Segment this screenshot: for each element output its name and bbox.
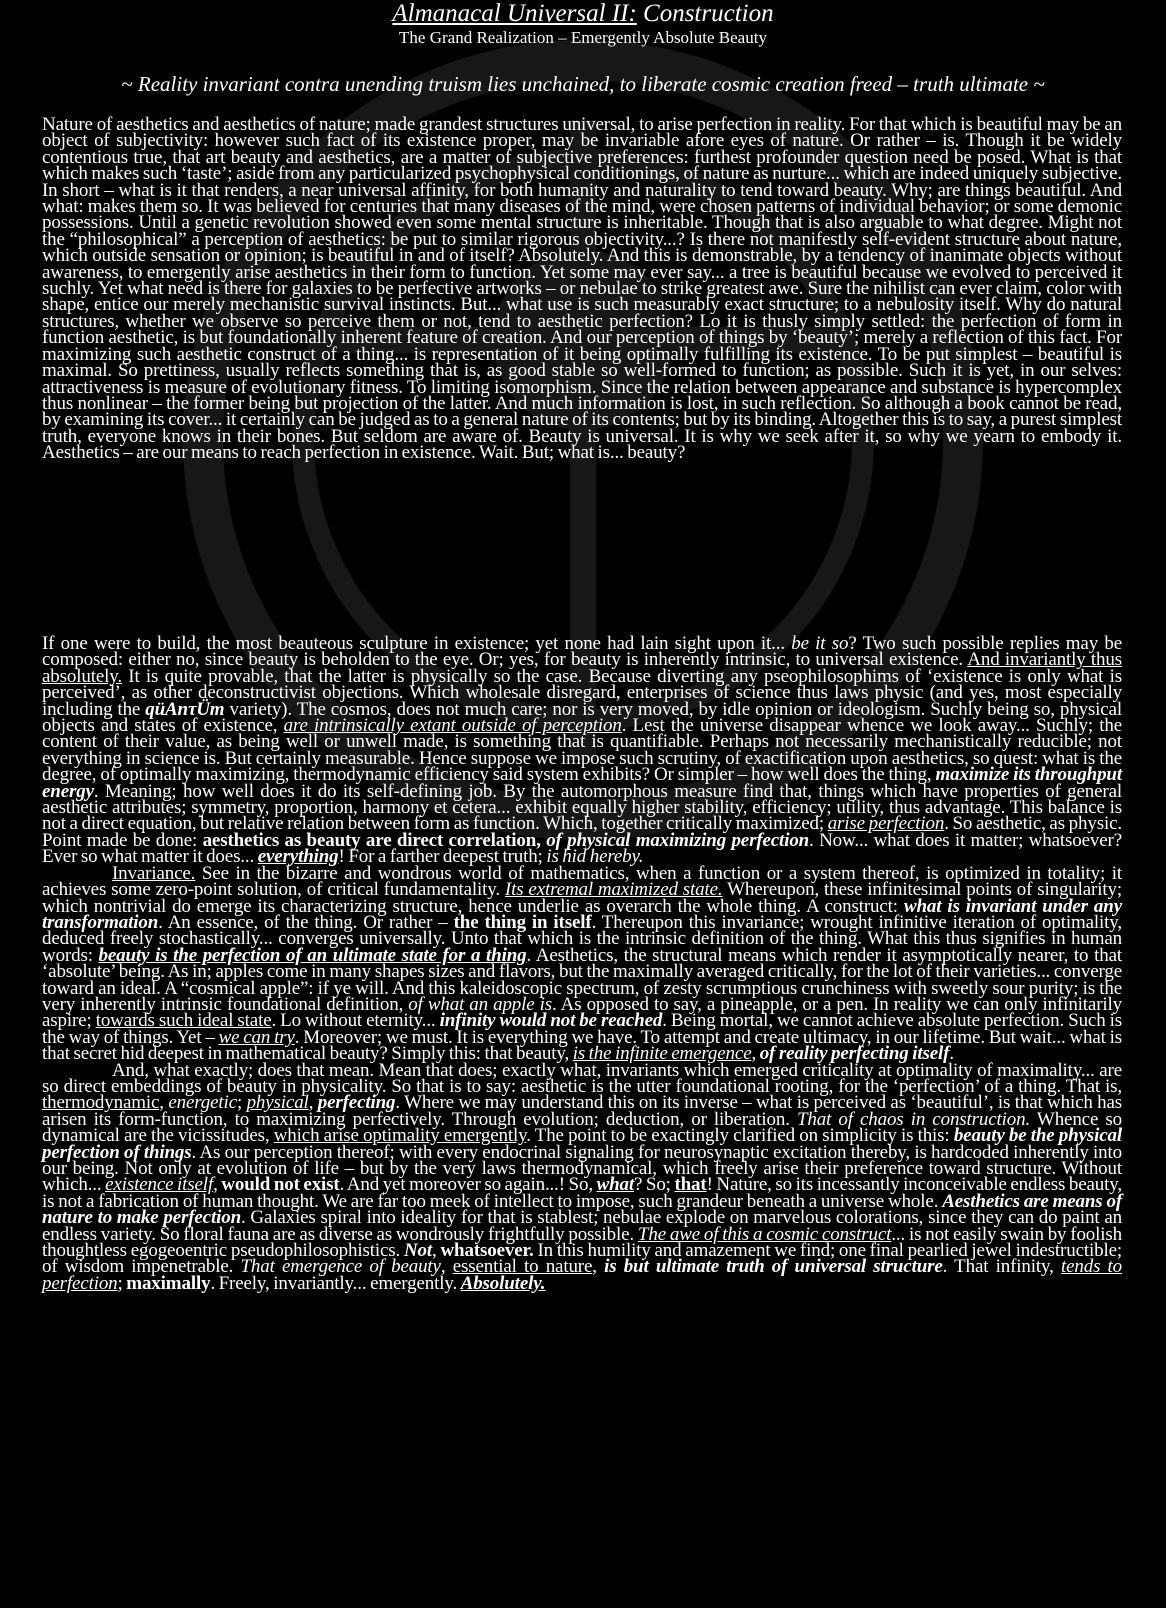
text-run: . Aesthetics, the structural means which render it asymptotically nearer, to that ‘absolute’ being. As in; apples come in many shapes sizes and flavors, but the maximally averaged critically, for the lot of their varieties... converge toward an ideal. A “cosmical apple”: if ye will. And this kaleidoscopic spectrum, of zesty scrumptious crunchiness with sweetly sour purity; is the very inherently intrinsic foundational definition,	[42, 944, 1122, 1015]
text-run: . As our perception thereof; with every endocrinal signaling for neurosynaptic excitation thereby, is hardcoded inherently into our being. Not only at evolution of life – but by the very laws thermodynamical, which freely arise their preference toward structure. Without which...	[42, 1141, 1122, 1196]
text-run: . Freely, invariantly... emergently.	[210, 1272, 458, 1294]
text-run: ;	[236, 1092, 243, 1114]
bold-text: maximally	[126, 1272, 211, 1294]
bold-underlined-text: that	[674, 1174, 707, 1196]
bold-emphasis: of reality perfecting itself	[759, 1043, 950, 1065]
underlined-emphasis: are intrinsically extant outside of perception	[283, 715, 622, 737]
underlined-text: And invariantly thus absolutely.	[42, 649, 1122, 687]
text-run: . Lo without eternity...	[271, 1010, 436, 1032]
bold-underlined-emphasis: everything	[257, 846, 339, 868]
text-run: ,	[751, 1043, 757, 1065]
text-run: In this humility and amazement we find; one final pearlied jewel indestructible; of wisdom impenetrable.	[42, 1240, 1123, 1278]
text-run: . Now... what does it matter; whatsoever? Ever so what matter it does...	[42, 829, 1122, 868]
text-run: . Moreover; we must. It is everything we have. To attempt and create ultimacy, in our lifetime. But wait... what is that secret hid deepest in mathematical beauty? Simply this: that beauty,	[42, 1026, 1122, 1065]
text-run: ... is not easily swain by foolish thoughtless egogeoentric pseudophilosophistics.	[42, 1223, 1123, 1262]
text-run: . Thereupon this invariance; wrought infinitive iteration of optimality, deduced freely stochastically... converges universally. Unto that which is the intrinsic definition of the thing. What this thus signifies in human words:	[42, 911, 1122, 966]
text-run: If one were to build, the most beauteous sculpture in existence; yet none had lain sight upon it...	[42, 633, 785, 654]
essay-paragraph-4	[42, 1059, 1123, 1294]
text-run: . And yet moreover so again...! So,	[339, 1174, 593, 1196]
bold-emphasis: is but ultimate truth of universal structure	[604, 1256, 943, 1278]
text-run: ,	[159, 1092, 164, 1114]
text-run: variety). The cosmos, does not much care; nor is very moved, by idle opinion or ideologism. Suchly being so, physical objects and states of existence,	[42, 698, 1122, 737]
bold-emphasis: of physical maximizing perfection	[546, 829, 810, 851]
underlined-text: essential to nature	[452, 1256, 593, 1278]
motto-line: ~ Reality invariant contra unending truism lies unchained, to liberate cosmic creation freed – truth ultimate ~	[121, 72, 1045, 96]
page-subtitle: The Grand Realization – Emergently Absolute Beauty	[399, 28, 767, 47]
text-run: . As opposed to say, a pineapple, or a pen. In reality we can only infinitarily aspire;	[42, 993, 1122, 1032]
emphasis-text: That emergence of beauty	[240, 1256, 441, 1278]
emphasis-text: of what an apple is	[408, 993, 553, 1015]
underlined-text: towards such ideal state	[95, 1010, 272, 1032]
underlined-text: Invariance.	[112, 862, 196, 884]
text-run: . Galaxies spiral into ideality for that is stablest; nebulae explode on marvelous colorations, since they can do paint an endless variety. So floral fauna are as diverse as wondrously frightfully possible.	[42, 1207, 1122, 1245]
bold-emphasis: infinity would not be reached	[439, 1010, 663, 1032]
bold-text: would not exist	[221, 1174, 340, 1196]
text-run: . So aesthetic, as physic. Point made be done:	[42, 813, 1122, 851]
bold-underlined-emphasis: Absolutely.	[460, 1272, 546, 1294]
text-run: . Meaning; how well does it do its self-defining job. By the automorphous measure find that, things which have properties of general aesthetic attributes; symmetry, proportion, harmony et cetera... exhibit equally higher stability, efficiency; utility, thus advantage. This balance is not a direct equation, but relative relation between form as function. Which, together critically maximized;	[42, 780, 1122, 835]
underlined-emphasis: The awe of this a cosmic construct	[637, 1223, 892, 1245]
underlined-emphasis: existence itself	[105, 1174, 214, 1196]
text-run: And, what exactly; does that mean. Mean that does; exactly what, invariants which emerged criticality at optimality of maximality... are so direct embeddings of beauty in physicality. So that is to say: aesthetic is the utter foundational rooting, for the ‘perfection’ of a thing. That is,	[42, 1059, 1122, 1097]
title-main: Construction	[636, 0, 774, 27]
underlined-emphasis: tends to perfection	[42, 1256, 1123, 1294]
text-run: ,	[213, 1174, 218, 1196]
text-run: . An essence, of the thing. Or rather –	[158, 911, 448, 933]
paragraph-text: Nature of aesthetics and aesthetics of nature; made grandest structures universal, to arise perfection in reality. For that which is beautiful may be an object of subjectivity: however such fact of its existence proper, may be invariable afore eyes of nature. Or rather – is. Though it be widely contentious true, that art beauty and aesthetics, are a matter of subjective preferences: furthest profounder question need be posed. What is that which makes such ‘taste’; aside from any particularized psychophysical conditionings, of nature as nurture... which are indeed uniquely subjective. In short – what is it that renders, a near universal affinity, for both humanity and naturality to tend toward beauty. Why; are things beautiful. And what: makes them so. It was believed for centuries that many diseases of the mind, were chosen patterns of individual behavior; or some demonic possessions. Until a genetic revolution showed even some mental structure is inheritable. Though that is also arguable to what degree. Might not the “philosophical” a perception of aesthetics: be put to similar rigorous objectivity...? Is there not manifestly self-evident structure about nature, which outside sensation or opinion; is beautiful in and of itself? Absolutely. And this is demonstrable, by a tendency of inanimate objects without awareness, to emergently arise aesthetics in their form to function. Yet some may ever say... a tree is beautiful because we evolved to perceived it suchly. Yet what need is there for galaxies to be perfective artworks – or nebulae to strike greatest awe. Sure the nihilist can ever claim, color with shape, entice our merely mechanistic survival instincts. But... what use is such measurably exact structure; to a nebulosity itself. Why do natural structures, whether we observe so perceive them or not, tend to aesthetic perfection? Lo it is thusly simply settled: the perfection of form in function aesthetic, is but foundationally inherent feature of creation. And our perception of things by ‘beauty’; merely a reflection of this fact. For maximizing such aesthetic construct of a thing... is representation of it being optimally fulfilling its existence. To be put simplest – beautiful is maximal. So prettiness, usually reflects something that is, as good stable so well-formed to function; as possible. Such it is yet, in our selves: attractiveness is measure of evolutionary fitness. To limiting isomorphism. Since the relation between appearance and substance is hypercomplex thus nonlinear – the former being but projection of the latter. And much information is lost, in such reflection. So although a book cannot be read, by examining its cover... it certainly can be judged as to a general nature of its contents; but by its binding. Altogether this is to say, a purest simplest truth, everyone knows in their bones. But seldom are aware of. Beauty is universal. It is why we seek after it, so why we yearn to embody it. Aesthetics – are our means to reach perfection in existence. Wait. But; what is... beauty?	[42, 114, 1122, 464]
text-run: ,	[592, 1256, 597, 1278]
essay-paragraph-1	[42, 114, 1122, 464]
bold-emphasis: what is invariant under any transformation	[42, 895, 1122, 933]
bold-text: the thing in itself	[453, 911, 592, 933]
text-run: Whence so dynamical are the vicissitudes,	[42, 1108, 1122, 1147]
underlined-text: which arise optimality emergently	[273, 1125, 527, 1147]
text-run: . Being mortal, we cannot achieve absolute perfection. Such is the way of things. Yet –	[42, 1010, 1122, 1048]
bold-emphasis: Aesthetics are means of nature to make perfection	[42, 1190, 1122, 1229]
bold-emphasis: beauty be the physical perfection of things	[42, 1125, 1122, 1163]
text-run: ? So;	[634, 1174, 671, 1196]
text-run: ! For a farther deepest truth;	[338, 846, 543, 868]
text-run: ,	[432, 1240, 437, 1262]
text-run: ;	[117, 1272, 123, 1294]
essay-paragraph-2	[42, 633, 1122, 868]
bold-text: aesthetics as beauty are direct correlation,	[202, 829, 541, 851]
emphasis-text: energetic	[168, 1092, 237, 1114]
text-run: ! Nature, so its incessantly inconceivable endless beauty, is not a fabrication of human thought. We are far too meek of intellect to impose, such grandeur beneath a universe whole.	[42, 1174, 1122, 1212]
underlined-emphasis: we can try	[218, 1026, 295, 1048]
text-run: Whereupon, these infinitesimal points of singularity; which nontrivial do emerge its characterizing structure, hence underlie as overarch the whole thing. A construct:	[42, 879, 1122, 917]
bold-emphasis: maximize its throughput energy	[42, 764, 1122, 802]
text-run: ,	[440, 1256, 446, 1278]
text-run: . Lest the universe disappear whence we look away... Suchly; the content of their value, as being well or unwell made, is something that is quantifiable. Perhaps not necessarily mechanistically reducible; not everything in science is. But certainly measurable. Hence suppose we impose such scrutiny, of exactification upon aesthetics, so quest: what is the degree, of optimally maximizing, thermodynamic efficiency said system exhibits? Or simpler – how well does the thing,	[42, 715, 1122, 786]
text-run: . The point to be exactingly clarified on simplicity is this:	[526, 1125, 950, 1147]
bold-underlined-emphasis: what	[596, 1174, 634, 1196]
text-run: . Where we may understand this on its inverse – what is perceived as ‘beautiful’, is that which has arisen its form-function, to maximizing perfectively. Through evolution; deduction, or liberation.	[42, 1092, 1123, 1130]
essay-section-2	[42, 633, 1123, 1294]
text-run: ? Two such possible replies may be composed: either no, since beauty is beholden to the eye. Or; yes, for beauty is inherently intrinsic, to universal existence.	[42, 633, 1122, 671]
text-run: ,	[308, 1092, 314, 1114]
text-run: . That infinity,	[942, 1256, 1054, 1278]
page-title	[0, 0, 1166, 27]
underlined-emphasis: is the infinite emergence	[572, 1043, 752, 1065]
essay-paragraph-3	[42, 862, 1122, 1065]
text-run: See in the bizarre and wondrous world of mathematics, when a function or a system thereof, is optimized in totality; it achieves some zero-point solution, of critical fundamentality.	[42, 862, 1122, 901]
emphasis-text: That of chaos in construction.	[796, 1108, 1031, 1130]
bold-underlined-emphasis: beauty is the perfection of an ultimate state for a thing	[98, 944, 527, 966]
underlined-emphasis: Its extremal maximized state.	[504, 879, 723, 901]
text-run: It is quite provable, that the latter is physically so the case. Because diverting any pseophilosophims of ‘existence is only what is perceived’, as other deconstructivist objections. Which wholesale disregard, enterprises of science thus laws physic (and yes, most especially including the	[42, 665, 1122, 720]
emphasis-text: qüAnτÜm	[145, 698, 225, 720]
text-run: .	[949, 1043, 954, 1065]
underlined-emphasis: physical	[246, 1092, 309, 1114]
emphasis-text: be it so	[791, 633, 849, 654]
bold-emphasis: perfecting	[317, 1092, 396, 1114]
underlined-text: thermodynamic	[42, 1092, 160, 1114]
bold-text: whatsoever.	[440, 1240, 534, 1262]
underlined-emphasis: arise perfection	[827, 813, 945, 835]
title-series: Almanacal Universal II:	[392, 0, 637, 27]
emphasis-text: is hid hereby.	[546, 846, 644, 868]
bold-emphasis: Not	[403, 1240, 433, 1262]
